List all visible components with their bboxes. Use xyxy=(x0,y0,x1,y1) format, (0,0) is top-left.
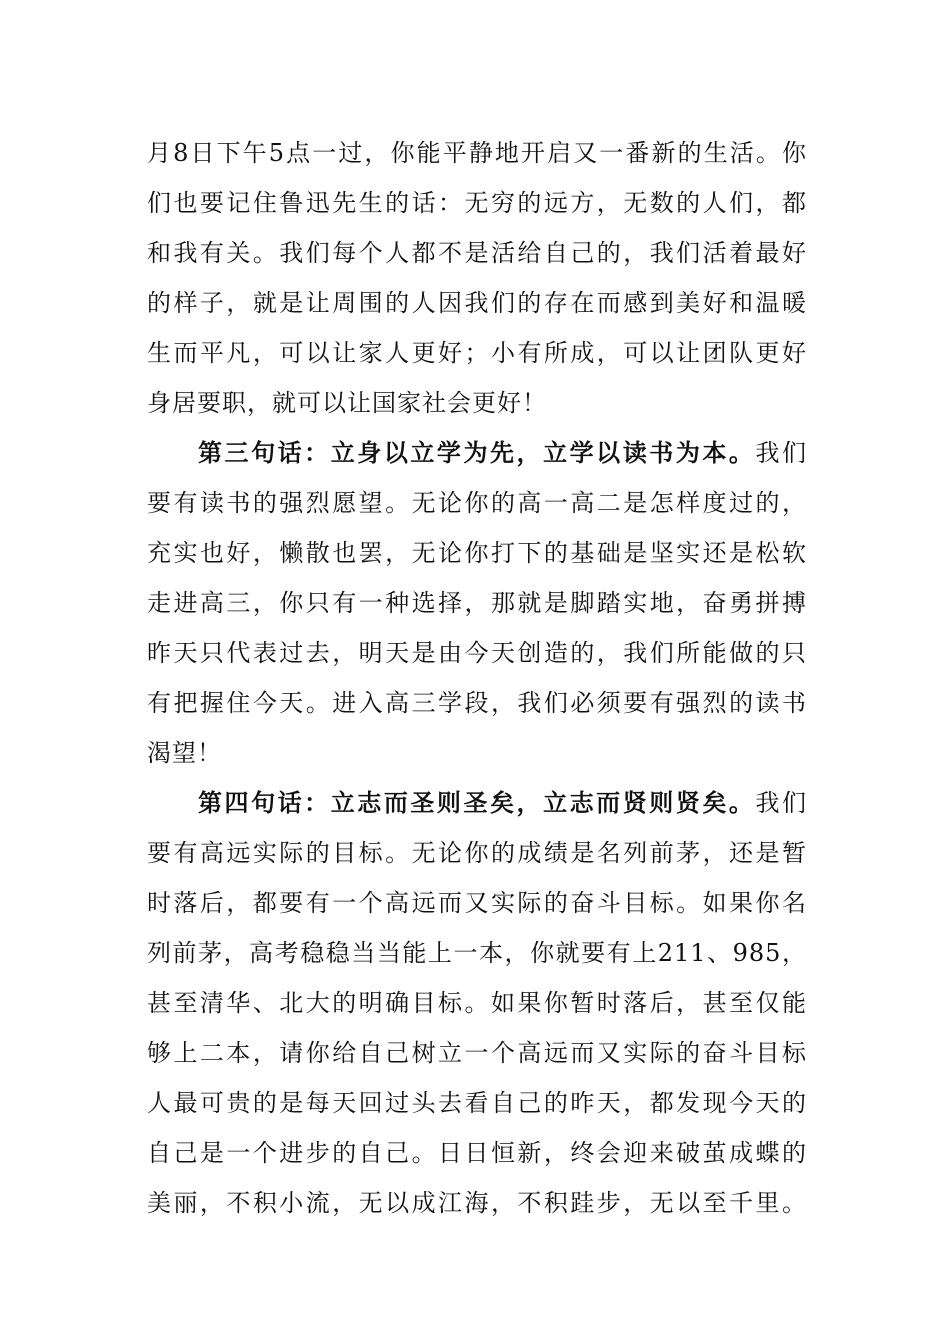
paragraph-line: 有把握住今天。进入高三学段，我们必须要有强烈的读书 xyxy=(147,689,807,717)
paragraph-line: 自己是一个进步的自己。日日恒新，终会迎来破茧成蝶的 xyxy=(147,1139,807,1167)
paragraph-line: 走进高三，你只有一种选择，那就是脚踏实地，奋勇拼搏 xyxy=(147,589,807,617)
paragraph-line: 时落后，都要有一个高远而又实际的奋斗目标。如果你名 xyxy=(147,889,807,917)
paragraph-first-line xyxy=(147,778,807,828)
paragraph-line: 要有读书的强烈愿望。无论你的高一高二是怎样度过的， xyxy=(147,489,807,517)
heading-continuation: 我们 xyxy=(755,439,807,467)
paragraph-first-line xyxy=(147,428,807,478)
document-body xyxy=(147,128,807,1228)
heading-continuation: 我们 xyxy=(755,789,807,817)
paragraph-line: 月8日下午5点一过，你能平静地开启又一番新的生活。你 xyxy=(147,139,807,167)
paragraph-line: 身居要职，就可以让国家社会更好！ xyxy=(147,389,547,417)
paragraph-line: 要有高远实际的目标。无论你的成绩是名列前茅，还是暂 xyxy=(147,839,807,867)
paragraph-line: 列前茅，高考稳稳当当能上一本，你就要有上211、985， xyxy=(147,939,807,967)
paragraph-line: 够上二本，请你给自己树立一个高远而又实际的奋斗目标 xyxy=(147,1039,807,1067)
paragraph-3 xyxy=(147,778,807,1228)
paragraph-2 xyxy=(147,428,807,778)
paragraph-line: 充实也好，懒散也罢，无论你打下的基础是坚实还是松软 xyxy=(147,539,807,567)
paragraph-line: 美丽，不积小流，无以成江海，不积跬步，无以至千里。 xyxy=(147,1189,807,1217)
paragraph-line: 的样子，就是让周围的人因我们的存在而感到美好和温暖 xyxy=(147,289,807,317)
section-heading: 第三句话：立身以立学为先，立学以读书为本。 xyxy=(198,438,756,467)
paragraph-line: 甚至清华、北大的明确目标。如果你暂时落后，甚至仅能 xyxy=(147,989,807,1017)
paragraph-line: 渴望！ xyxy=(147,739,222,767)
paragraph-line: 人最可贵的是每天回过头去看自己的昨天，都发现今天的 xyxy=(147,1089,807,1117)
section-heading: 第四句话：立志而圣则圣矣，立志而贤则贤矣。 xyxy=(198,788,756,817)
paragraph-1 xyxy=(147,128,807,428)
paragraph-line: 昨天只代表过去，明天是由今天创造的，我们所能做的只 xyxy=(147,639,807,667)
paragraph-line: 和我有关。我们每个人都不是活给自己的，我们活着最好 xyxy=(147,239,807,267)
paragraph-line: 生而平凡，可以让家人更好；小有所成，可以让团队更好 xyxy=(147,339,807,367)
paragraph-line: 们也要记住鲁迅先生的话：无穷的远方，无数的人们，都 xyxy=(147,189,807,217)
